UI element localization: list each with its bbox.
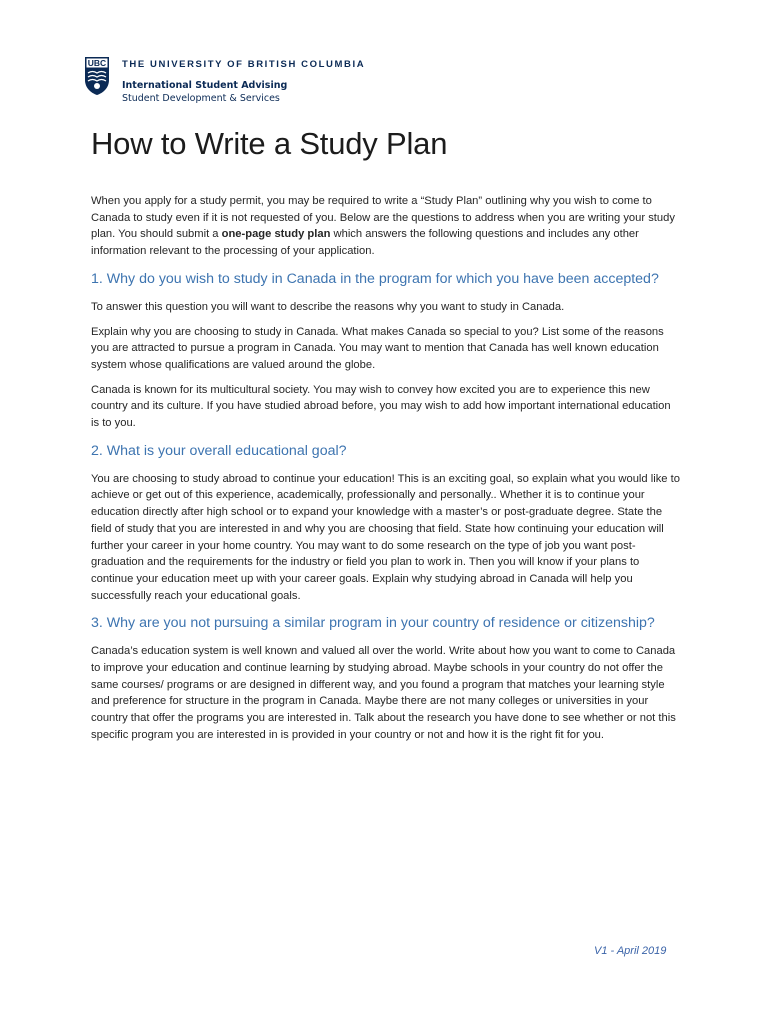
section-heading-1: 1. Why do you wish to study in Canada in the program for which you have been accepted? bbox=[91, 270, 659, 287]
section-3-paragraph-1: Canada’s education system is well known and valued all over the world. Write about how you want to come to Canada to improve your education and continue learning by studying abroad. Maybe schools in your country do not offer the same courses/ programs or are designed in different way, and you found a program that matches your learning style and preference for structure in the program in Canada. Maybe there are not many colleges or universities in your country that offer the programs you are interested in. Talk about the research you have done to see whether or not this specific program you are interested in is provided in your country or not and how it is the right fit for you. bbox=[91, 645, 676, 741]
document-body bbox=[91, 193, 681, 752]
ubc-crest-icon bbox=[84, 56, 110, 96]
department-name: Student Development & Services bbox=[122, 93, 280, 104]
crest-text: UBC bbox=[87, 58, 107, 68]
intro-text-end: which answers the following questions and includes any other information relevant to the processing of your application. bbox=[91, 228, 639, 258]
intro-bold-text: one-page study plan bbox=[221, 228, 331, 241]
university-name: THE UNIVERSITY OF BRITISH COLUMBIA bbox=[122, 59, 366, 70]
section-1-paragraph-1: To answer this question you will want to describe the reasons why you want to study in Canada. bbox=[91, 300, 565, 313]
section-2-paragraph-1: You are choosing to study abroad to continue your education! This is an exciting goal, so explain what you would like to achieve or get out of this experience, academically, professionally and personally.. Whether it is to continue your education directly after high school or to expand your knowledge with a master’s or post-graduate degree. State the field of study that you are interested in and why you are choosing that field. State how continuing your education will further your career in your home country. You may want to do some research on the type of job you want post-graduation and the requirements for the industry or field you plan to work in. Then you will know if your plans to continue your education meet up with your career goals. Explain why studying abroad in Canada will help you successfully reach your educational goals. bbox=[91, 472, 680, 602]
section-1-paragraph-2: Explain why you are choosing to study in Canada. What makes Canada so special to you? List some of the reasons you are attracted to pursue a program in Canada. You may want to mention that Canada has well known education system whose qualifications are valued around the globe. bbox=[91, 325, 664, 371]
section-heading-3: 3. Why are you not pursuing a similar program in your country of residence or citizenship? bbox=[91, 615, 655, 632]
intro-paragraph bbox=[91, 193, 681, 260]
unit-name: International Student Advising bbox=[122, 80, 288, 91]
section-heading-2: 2. What is your overall educational goal? bbox=[91, 442, 347, 459]
section-1-paragraph-3: Canada is known for its multicultural society. You may wish to convey how excited you are to experience this new country and its culture. If you have studied abroad before, you may wish to add how important international education is to you. bbox=[91, 383, 671, 430]
version-footer: V1 - April 2019 bbox=[594, 945, 667, 957]
page-title: How to Write a Study Plan bbox=[91, 126, 448, 161]
intro-text-start: When you apply for a study permit, you may be required to write a “Study Plan” outlining why you wish to come to Canada to study even if it is not requested of you. Below are the questions to address when you are writing your study plan. You should submit a bbox=[91, 195, 675, 241]
